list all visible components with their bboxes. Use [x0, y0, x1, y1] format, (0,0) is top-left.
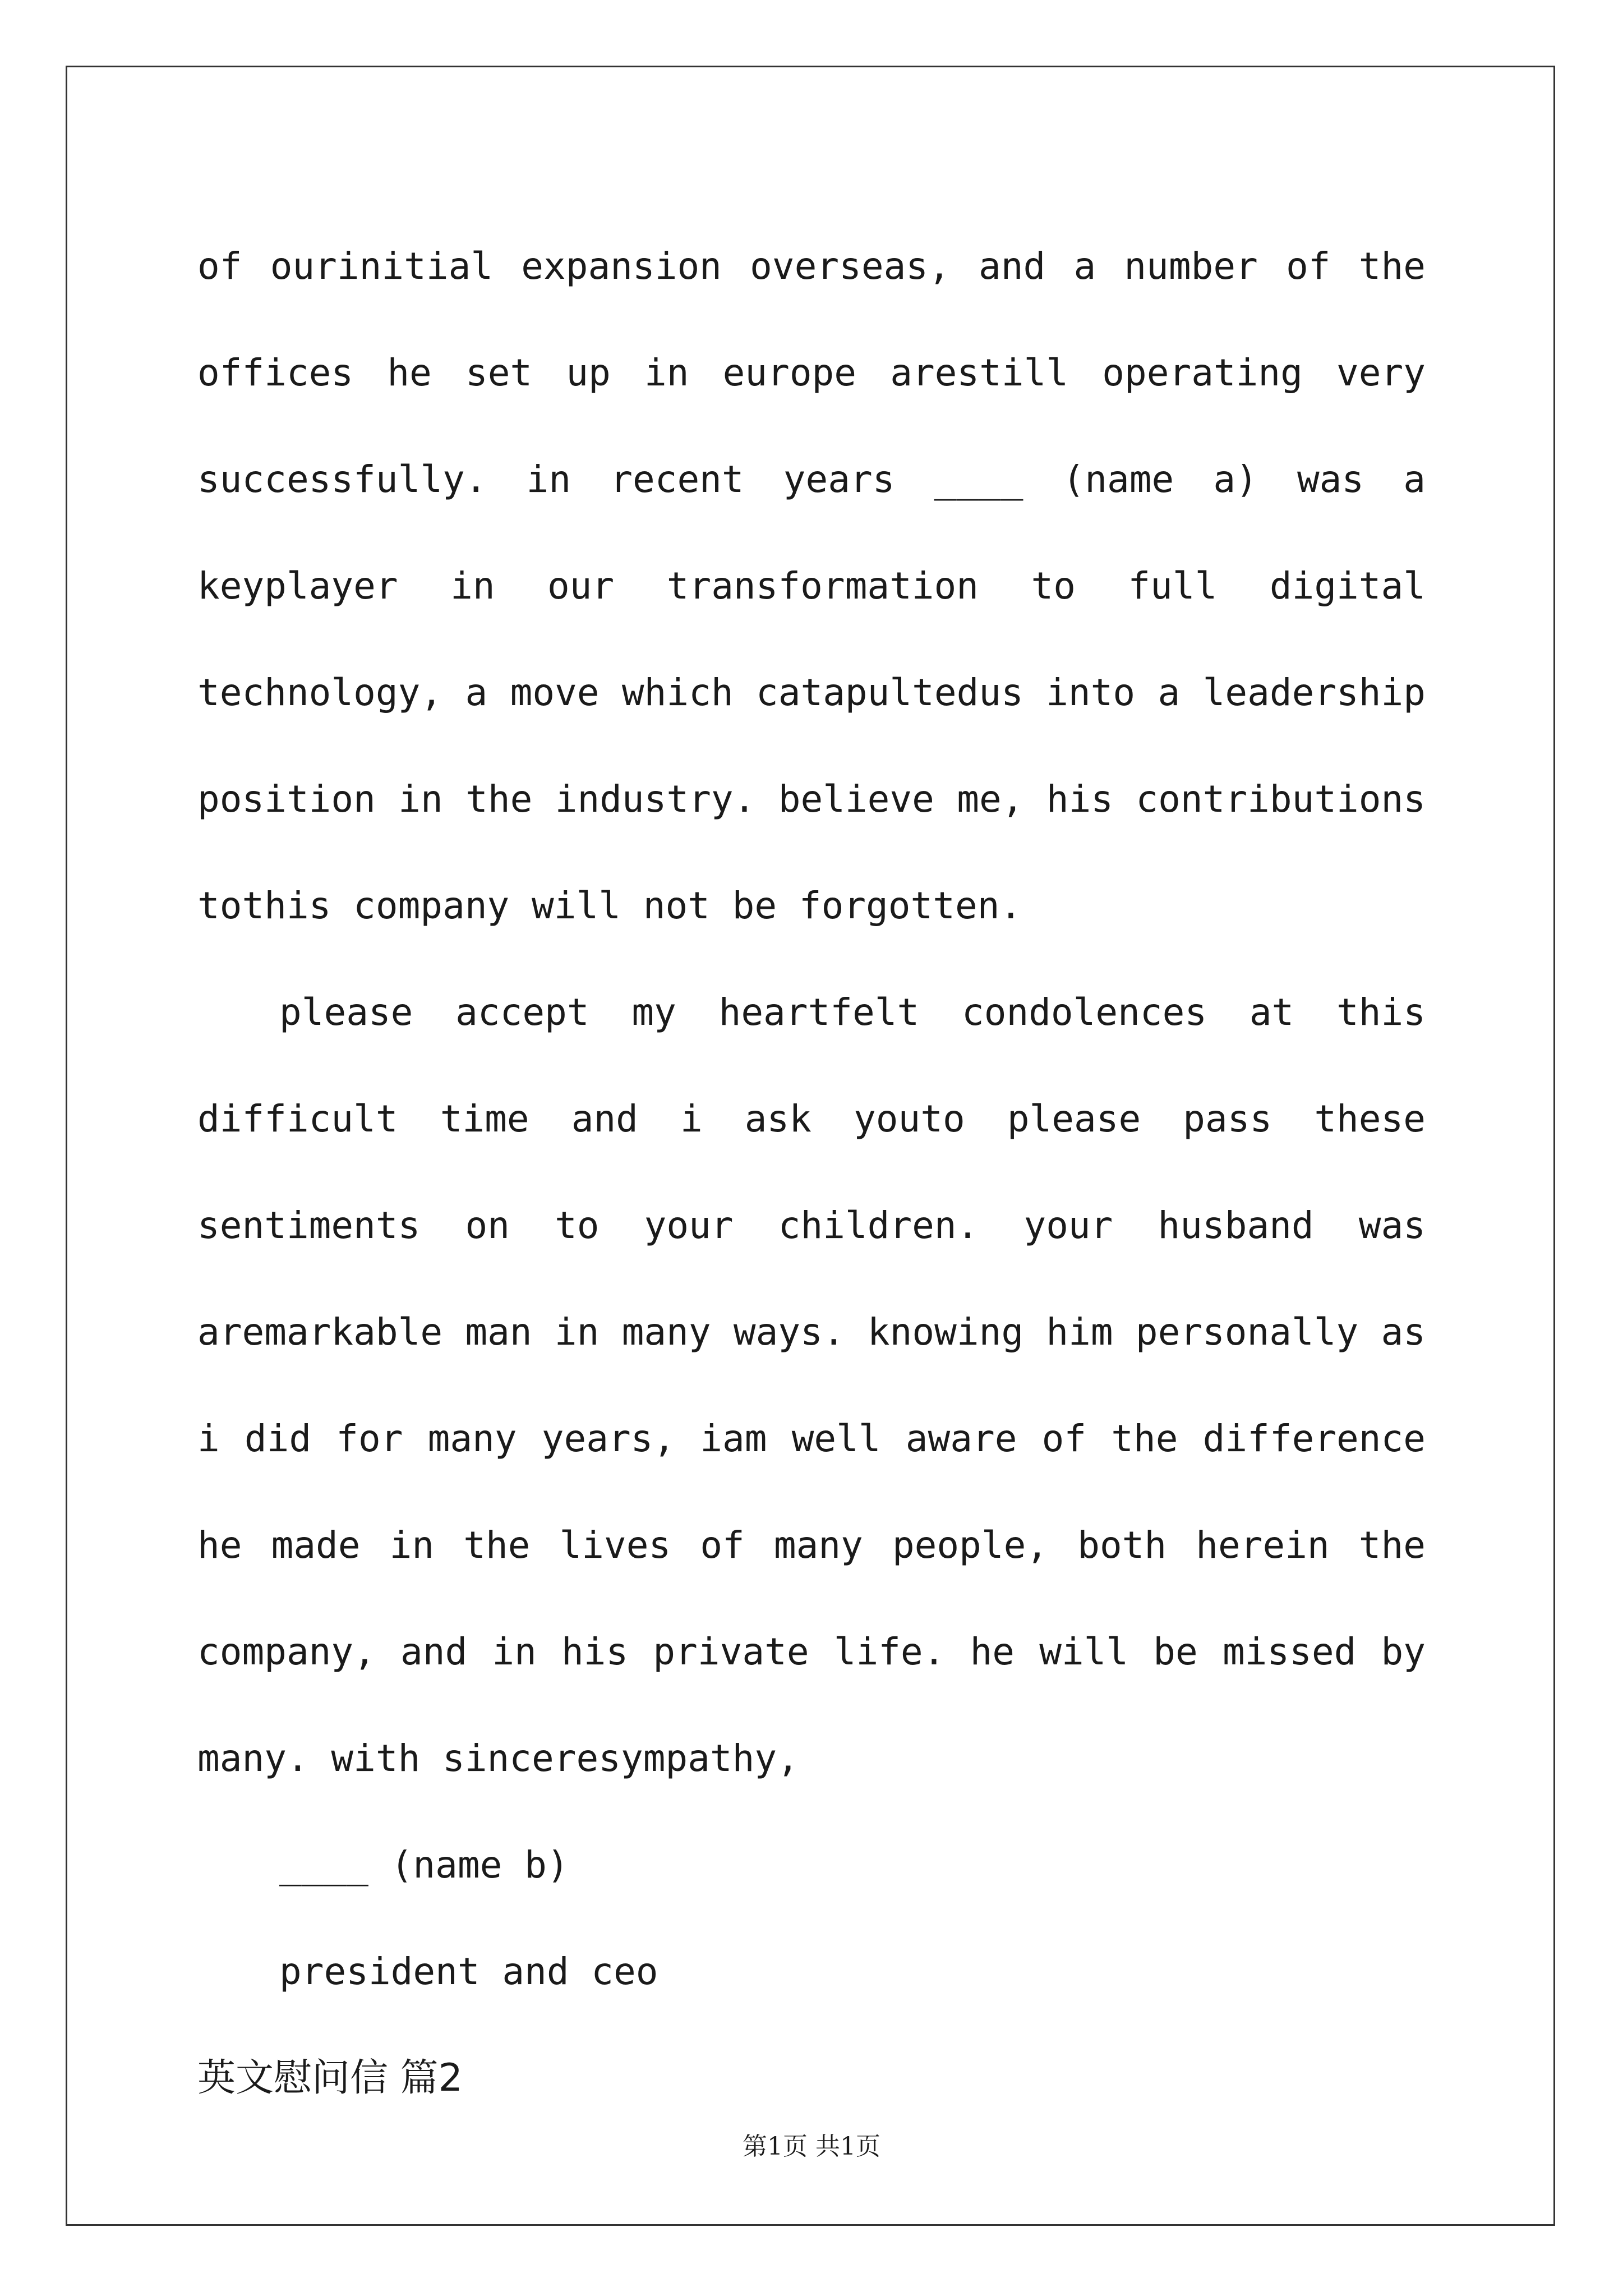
section-heading: 英文慰问信 篇2 — [197, 2056, 463, 2100]
paragraph-continuation: of ourinitial expansion overseas, and a number of the offices he set up in europe arestill operating very successfully. in recent years ____ (name a) was a keyplayer in our transformation to full digital technology, a move which catapultedus into a leadership position in the industry. believe me, his contributions tothis company will not be forgotten. — [197, 245, 1426, 927]
document-body — [197, 213, 1426, 2132]
signature-name: ____ (name b) — [279, 1843, 569, 1887]
signature-title: president and ceo — [279, 1950, 658, 1993]
page-footer: 第1页 共1页 — [743, 2132, 880, 2161]
paragraph-condolences: please accept my heartfelt condolences at this difficult time and i ask youto please pass these sentiments on to your children. your husband was aremarkable man in many ways. knowing him personally as i did for many years, iam well aware of the difference he made in the lives of many people, both herein the company, and in his private life. he will be missed by many. with sinceresympathy, — [197, 991, 1426, 1780]
